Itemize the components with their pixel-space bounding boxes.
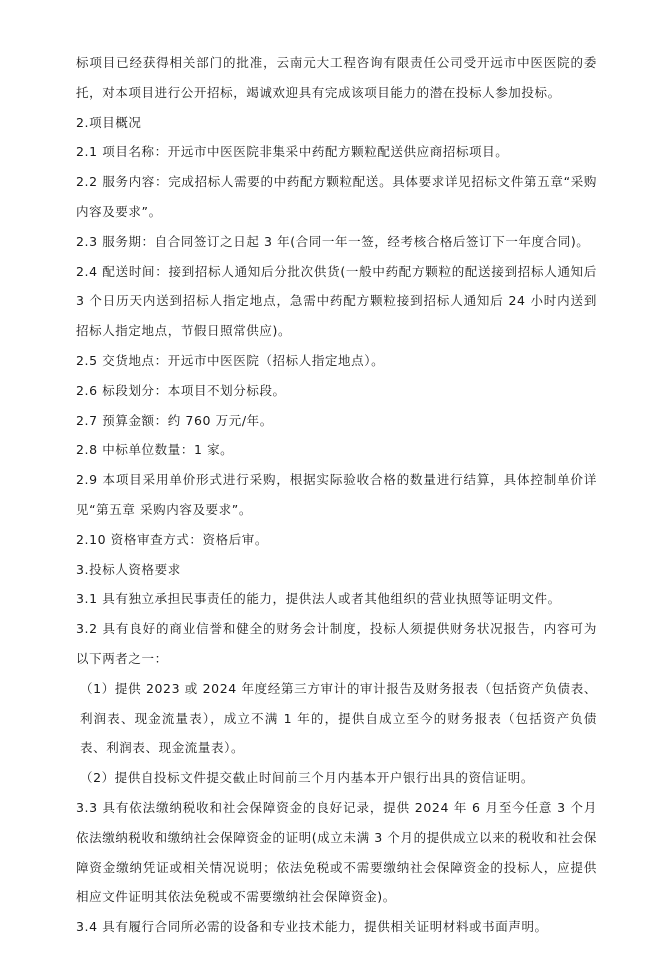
clause-3-4: 3.4 具有履行合同所必需的设备和专业技术能力，提供相关证明材料或书面声明。 [76, 919, 548, 935]
clause-3-2: 3.2 具有良好的商业信誉和健全的财务会计制度，投标人须提供财务状况报告，内容可为以下两者之一： [76, 621, 597, 666]
clause-2-2: 2.2 服务内容：完成招标人需要的中药配方颗粒配送。具体要求详见招标文件第五章“采购内容及要求”。 [76, 174, 597, 219]
intro-paragraph: 标项目已经获得相关部门的批准，云南元大工程咨询有限责任公司受开远市中医医院的委托，对本项目进行公开招标，竭诚欢迎具有完成该项目能力的潜在投标人参加投标。 [76, 55, 597, 100]
section-heading-project-overview: 2.项目概况 [76, 114, 142, 130]
clause-3-3: 3.3 具有依法缴纳税收和社会保障资金的良好记录，提供 2024 年 6 月至今任意 3 个月依法缴纳税收和缴纳社会保障资金的证明(成立未满 3 个月的提供成立以来的税收和社会保障资金缴纳凭证或相关情况说明；依法免税或不需要缴纳社会保障资金的投标人，应提供相应文件证明其依法免税或不需要缴纳社会保障资金)。 [76, 799, 597, 905]
clause-2-3: 2.3 服务期：自合同签订之日起 3 年(合同一年一签，经考核合格后签订下一年度合同)。 [76, 233, 590, 249]
clause-2-7: 2.7 预算金额：约 760 万元/年。 [76, 412, 273, 428]
clause-2-6: 2.6 标段划分：本项目不划分标段。 [76, 382, 286, 398]
section-heading-bidder-qualifications: 3.投标人资格要求 [76, 561, 181, 577]
clause-2-10: 2.10 资格审查方式：资格后审。 [76, 531, 269, 547]
clause-3-1: 3.1 具有独立承担民事责任的能力，提供法人或者其他组织的营业执照等证明文件。 [76, 591, 561, 607]
clause-2-1: 2.1 项目名称：开远市中医医院非集采中药配方颗粒配送供应商招标项目。 [76, 144, 509, 160]
clause-2-5: 2.5 交货地点：开远市中医医院（招标人指定地点）。 [76, 352, 385, 368]
clause-2-9: 2.9 本项目采用单价形式进行采购，根据实际验收合格的数量进行结算，具体控制单价详见“第五章 采购内容及要求”。 [76, 472, 597, 517]
clause-3-2-item-2: （2）提供自投标文件提交截止时间前三个月内基本开户银行出具的资信证明。 [80, 770, 534, 786]
clause-2-8: 2.8 中标单位数量：1 家。 [76, 442, 234, 458]
clause-2-4: 2.4 配送时间：接到招标人通知后分批次供货(一般中药配方颗粒的配送接到招标人通知后 3 个日历天内送到招标人指定地点，急需中药配方颗粒接到招标人通知后 24 小时内送到招标人指定地点，节假日照常供应)。 [76, 263, 597, 339]
clause-3-2-item-1: （1）提供 2023 或 2024 年度经第三方审计的审计报告及财务报表（包括资产负债表、利润表、现金流量表），成立不满 1 年的，提供自成立至今的财务报表（包括资产负债表、利润表、现金流量表）。 [80, 680, 597, 756]
